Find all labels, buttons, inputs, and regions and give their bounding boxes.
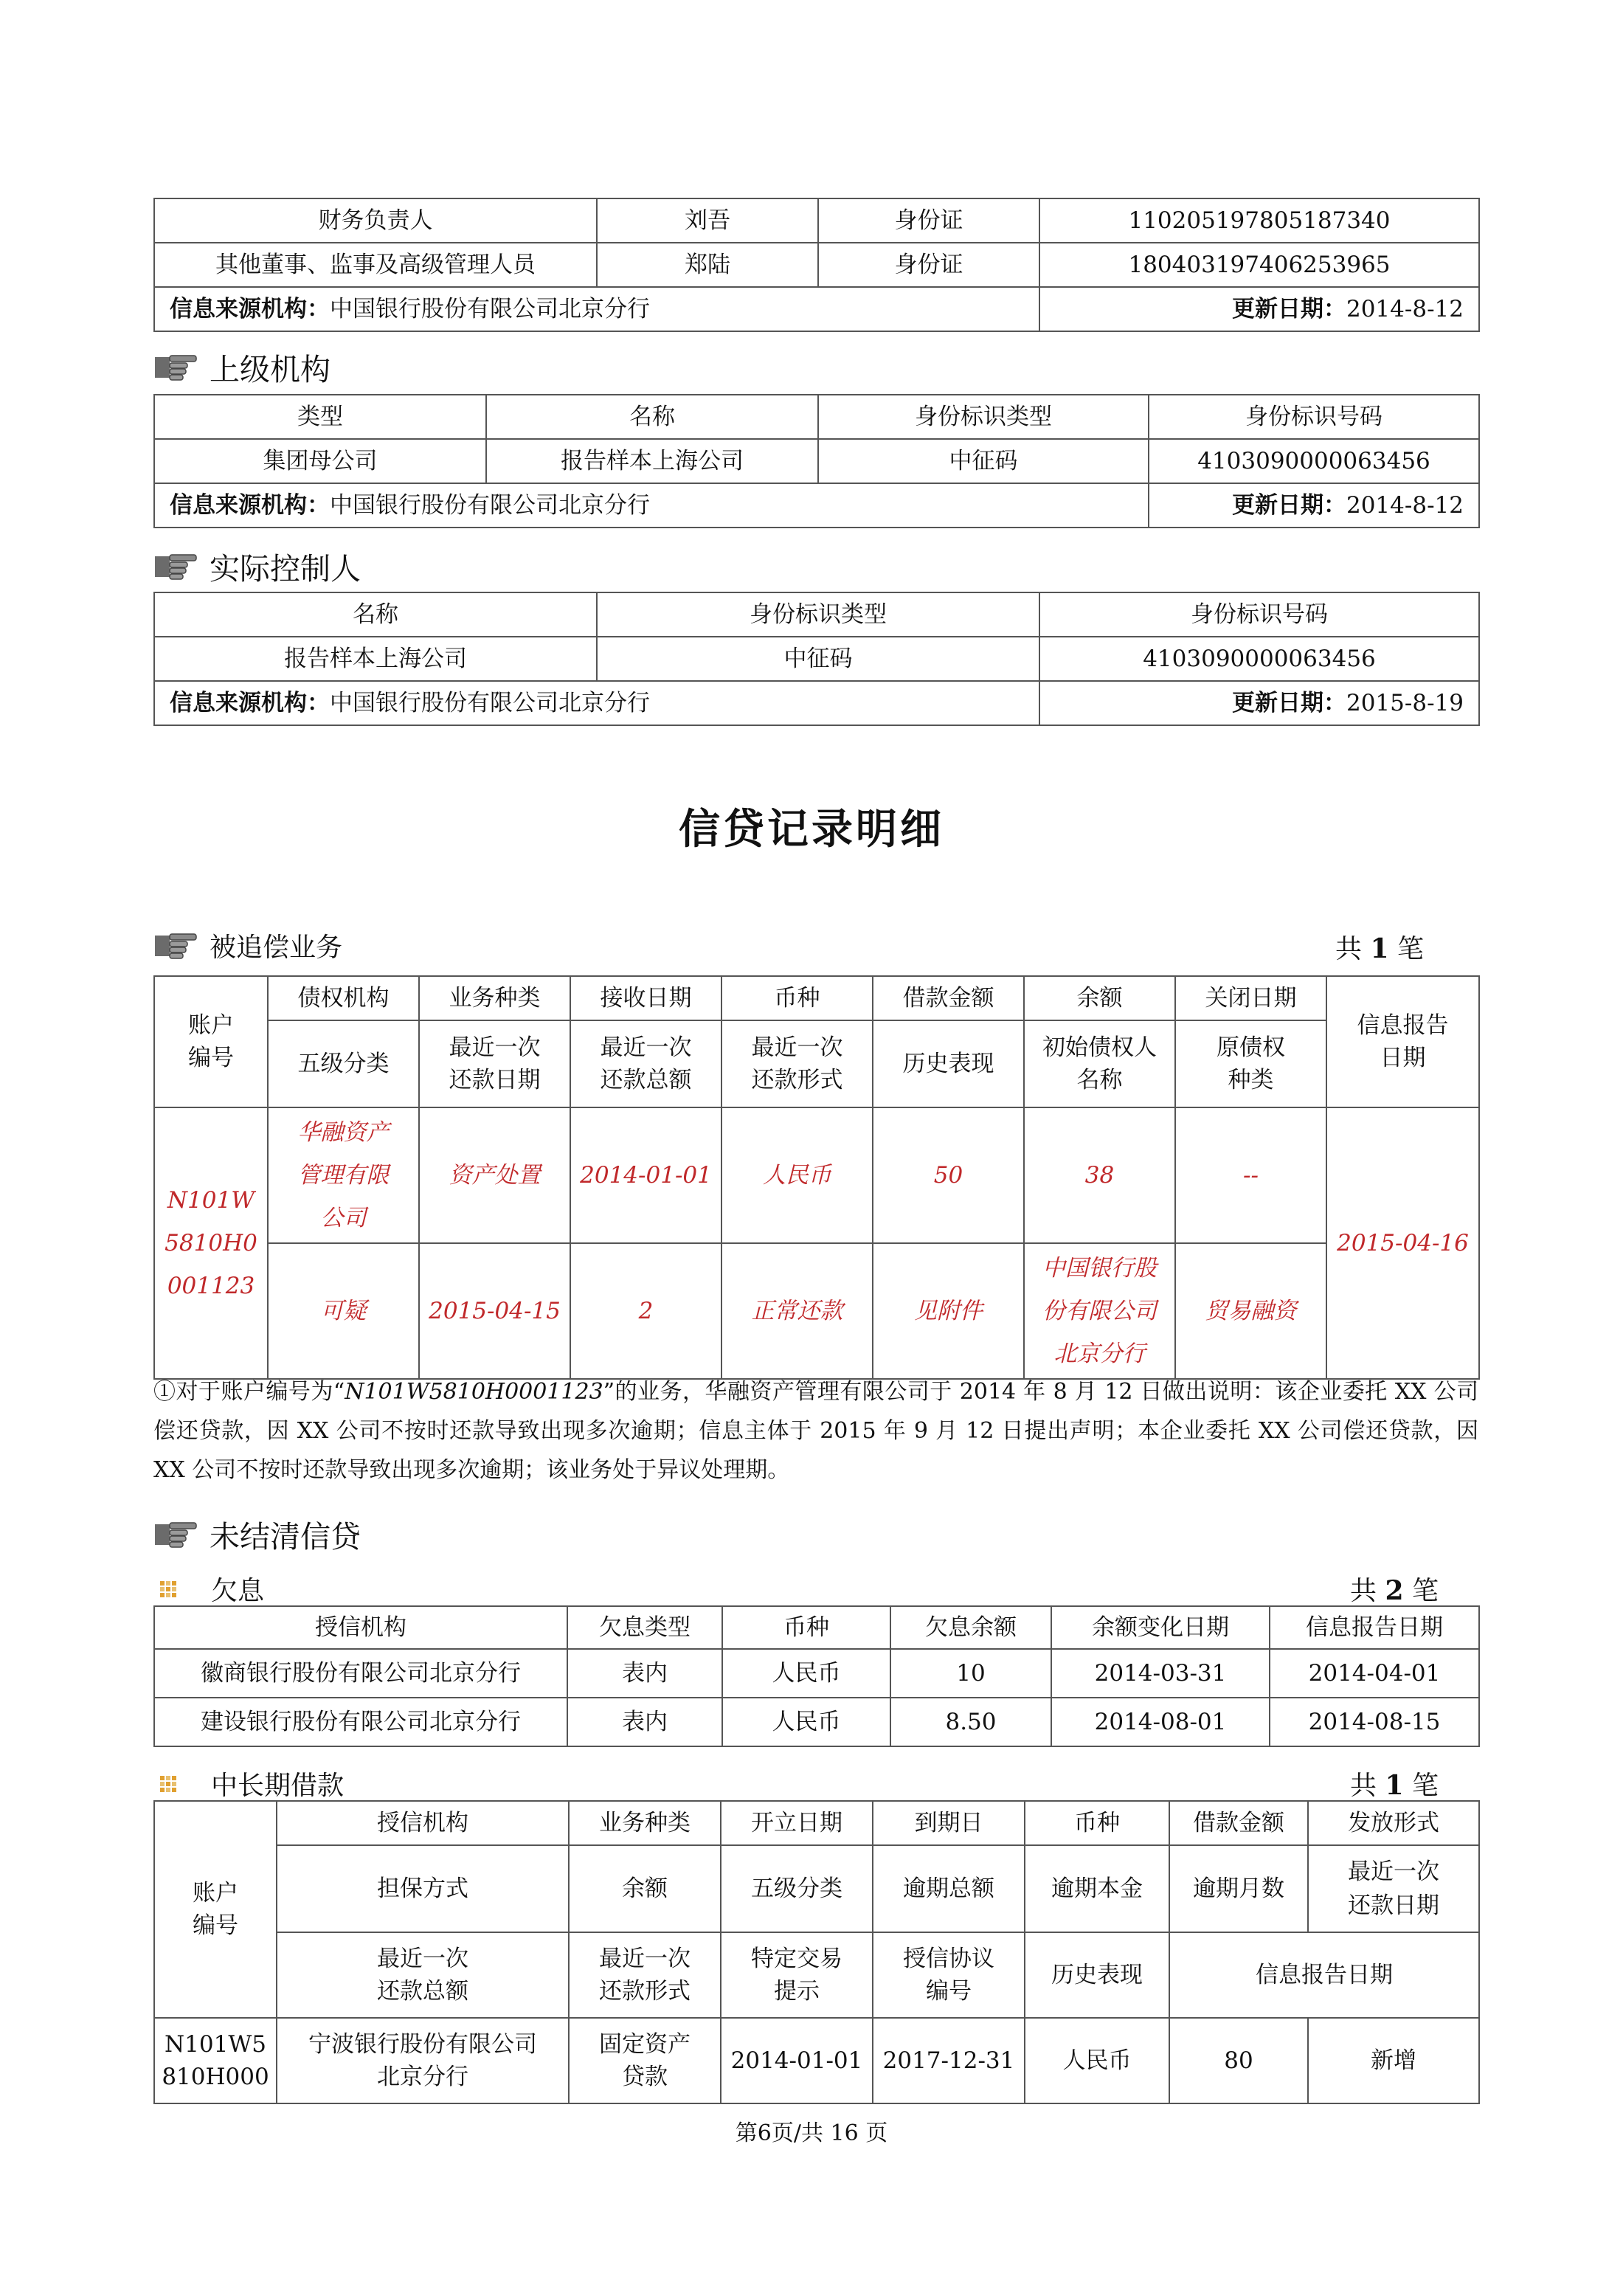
recourse-heading: [153, 927, 342, 964]
column-header: 发放形式: [1308, 1801, 1479, 1845]
pointing-hand-icon: [153, 1520, 199, 1549]
account-number: N101W 5810H0 001123: [154, 1107, 268, 1379]
info-source: 信息来源机构：中国银行股份有限公司北京分行: [154, 287, 1039, 331]
receive-date: 2014-01-01: [570, 1107, 721, 1243]
outstanding-heading: [153, 1512, 361, 1556]
report-date-header: 信息报告 日期: [1326, 976, 1479, 1107]
table-cell: 8.50: [890, 1698, 1051, 1746]
column-header: 信息报告日期: [1169, 1932, 1479, 2018]
column-header: 关闭日期: [1175, 976, 1326, 1020]
grid-bullet-icon: [159, 1775, 177, 1793]
table-row: [154, 198, 1479, 243]
section-heading-text: 实际控制人: [210, 551, 361, 587]
id-type-cell: 身份证: [818, 198, 1039, 243]
table-header: [154, 976, 1479, 1020]
balance: 38: [1024, 1107, 1175, 1243]
table-row: [154, 243, 1479, 287]
table-header: [154, 592, 1479, 637]
column-header: 最近一次 还款日期: [1308, 1845, 1479, 1932]
pointing-hand-icon: [153, 353, 199, 382]
source-row: [154, 287, 1479, 331]
column-header: 身份标识类型: [597, 592, 1039, 637]
column-header: 到期日: [873, 1801, 1025, 1845]
column-header: 历史表现: [873, 1020, 1024, 1107]
table-cell: 4103090000063456: [1039, 637, 1479, 681]
currency: 人民币: [1025, 2018, 1169, 2103]
report-date: 2015-04-16: [1326, 1107, 1479, 1379]
column-header: 授信机构: [277, 1801, 569, 1845]
table-cell: 2014-08-01: [1051, 1698, 1270, 1746]
column-header: 欠息类型: [567, 1606, 722, 1649]
table-cell: 表内: [567, 1649, 722, 1698]
column-header: 特定交易 提示: [721, 1932, 873, 2018]
table-cell: 徽商银行股份有限公司北京分行: [154, 1649, 567, 1698]
last-repay-date: 2015-04-15: [419, 1243, 570, 1379]
open-date: 2014-01-01: [721, 2018, 873, 2103]
column-header: 币种: [722, 1606, 890, 1649]
table-row: [154, 439, 1479, 483]
business-type: 资产处置: [419, 1107, 570, 1243]
page-title: 信贷记录明细: [679, 805, 944, 854]
column-header: 五级分类: [268, 1020, 419, 1107]
table-cell: 集团母公司: [154, 439, 486, 483]
column-header: 授信机构: [154, 1606, 567, 1649]
table-cell: 人民币: [722, 1649, 890, 1698]
table-cell: 表内: [567, 1698, 722, 1746]
controller-heading: [153, 544, 361, 588]
table-header: [154, 395, 1479, 439]
table-cell: 2014-04-01: [1270, 1649, 1479, 1698]
table-row: [154, 1107, 1479, 1243]
five-level-class: 可疑: [268, 1243, 419, 1379]
column-header: 历史表现: [1025, 1932, 1169, 2018]
column-header: 业务种类: [569, 1801, 721, 1845]
table-cell: 4103090000063456: [1149, 439, 1479, 483]
currency: 人民币: [721, 1107, 873, 1243]
column-header: 逾期月数: [1169, 1845, 1308, 1932]
table-row: [154, 637, 1479, 681]
source-row: [154, 681, 1479, 725]
creditor-institution: 华融资产 管理有限 公司: [268, 1107, 419, 1243]
account-header: 账户 编号: [154, 976, 268, 1107]
grid-bullet-icon: [159, 1580, 177, 1598]
subheading-text: 欠息: [211, 1576, 265, 1606]
column-header: 担保方式: [277, 1845, 569, 1932]
loan-amount: 80: [1169, 2018, 1308, 2103]
column-header: 借款金额: [873, 976, 1024, 1020]
original-creditor: 中国银行股 份有限公司 北京分行: [1024, 1243, 1175, 1379]
table-row: [154, 1649, 1479, 1698]
table-row: [154, 2018, 1479, 2103]
column-header: 身份标识号码: [1149, 395, 1479, 439]
last-repay-form: 正常还款: [721, 1243, 873, 1379]
due-date: 2017-12-31: [873, 2018, 1025, 2103]
table-row: [154, 1698, 1479, 1746]
column-header: 最近一次 还款形式: [569, 1932, 721, 2018]
loan-amount: 50: [873, 1107, 1024, 1243]
column-header: 接收日期: [570, 976, 721, 1020]
column-header: 余额变化日期: [1051, 1606, 1270, 1649]
role-cell: 财务负责人: [154, 198, 597, 243]
section-heading-text: 被追偿业务: [210, 933, 343, 963]
column-header: 最近一次 还款总额: [570, 1020, 721, 1107]
record-count: 共 1 笔: [1350, 1770, 1439, 1801]
info-source: 信息来源机构：中国银行股份有限公司北京分行: [154, 681, 1039, 725]
section-heading-text: 上级机构: [210, 352, 331, 387]
account-header: 账户 编号: [154, 1801, 277, 2018]
column-header: 开立日期: [721, 1801, 873, 1845]
table-cell: 2014-03-31: [1051, 1649, 1270, 1698]
table-cell: 报告样本上海公司: [486, 439, 818, 483]
update-date: 更新日期：2014-8-12: [1149, 483, 1479, 528]
loans-table: [153, 1800, 1480, 2104]
last-repay-total: 2: [570, 1243, 721, 1379]
record-count: 共 2 笔: [1350, 1575, 1439, 1606]
name-cell: 刘吾: [597, 198, 818, 243]
source-row: [154, 483, 1479, 528]
recourse-table: [153, 975, 1480, 1380]
id-type-cell: 身份证: [818, 243, 1039, 287]
role-cell: 其他董事、监事及高级管理人员: [154, 243, 597, 287]
column-header: 信息报告日期: [1270, 1606, 1479, 1649]
id-number-cell: 180403197406253965: [1039, 243, 1479, 287]
table-row: [154, 1243, 1479, 1379]
subheading-text: 中长期借款: [211, 1771, 345, 1801]
credit-institution: 宁波银行股份有限公司 北京分行: [277, 2018, 569, 2103]
loans-subheading: [159, 1765, 344, 1802]
update-date: 更新日期：2014-8-12: [1039, 287, 1479, 331]
section-heading-text: 未结清信贷: [210, 1519, 361, 1555]
pointing-hand-icon: [153, 931, 199, 961]
table-cell: 建设银行股份有限公司北京分行: [154, 1698, 567, 1746]
column-header: 身份标识类型: [818, 395, 1149, 439]
column-header: 逾期总额: [873, 1845, 1025, 1932]
info-source: 信息来源机构：中国银行股份有限公司北京分行: [154, 483, 1149, 528]
column-header: 名称: [154, 592, 597, 637]
column-header: 币种: [1025, 1801, 1169, 1845]
interest-table: [153, 1605, 1480, 1747]
table-cell: 报告样本上海公司: [154, 637, 597, 681]
recourse-note: ①对于账户编号为“N101W5810H0001123”的业务，华融资产管理有限公司于 2014 年 8 月 12 日做出说明：该企业委托 XX 公司偿还贷款，因 XX 公司不按时还款导致出现多次逾期；信息主体于 2015 年 9 月 12 日提出声明；本企业委托 XX 公司偿还贷款，因 XX 公司不按时还款导致出现多次逾期；该业务处于异议处理期。: [153, 1379, 1479, 1483]
column-header: 授信协议 编号: [873, 1932, 1025, 2018]
name-cell: 郑陆: [597, 243, 818, 287]
table-header: [154, 1606, 1479, 1649]
parent-org-heading: [153, 345, 331, 389]
column-header: 余额: [1024, 976, 1175, 1020]
column-header: 余额: [569, 1845, 721, 1932]
management-table: [153, 198, 1480, 332]
column-header: 最近一次 还款日期: [419, 1020, 570, 1107]
column-header: 逾期本金: [1025, 1845, 1169, 1932]
column-header: 债权机构: [268, 976, 419, 1020]
disbursement-form: 新增: [1308, 2018, 1479, 2103]
column-header: 类型: [154, 395, 486, 439]
column-header: 五级分类: [721, 1845, 873, 1932]
column-header: 初始债权人 名称: [1024, 1020, 1175, 1107]
table-cell: 中征码: [597, 637, 1039, 681]
history: 见附件: [873, 1243, 1024, 1379]
column-header: 身份标识号码: [1039, 592, 1479, 637]
column-header: 欠息余额: [890, 1606, 1051, 1649]
column-header: 原债权 种类: [1175, 1020, 1326, 1107]
business-type: 固定资产 贷款: [569, 2018, 721, 2103]
column-header: 借款金额: [1169, 1801, 1308, 1845]
column-header: 名称: [486, 395, 818, 439]
parent-org-table: [153, 394, 1480, 528]
table-cell: 2014-08-15: [1270, 1698, 1479, 1746]
table-header: [154, 1932, 1479, 2018]
page-footer: 第6页/共 16 页: [735, 2120, 888, 2146]
update-date: 更新日期：2015-8-19: [1039, 681, 1479, 725]
id-number-cell: 110205197805187340: [1039, 198, 1479, 243]
table-cell: 人民币: [722, 1698, 890, 1746]
controller-table: [153, 592, 1480, 726]
column-header: 最近一次 还款总额: [277, 1932, 569, 2018]
pointing-hand-icon: [153, 552, 199, 581]
column-header: 最近一次 还款形式: [721, 1020, 873, 1107]
table-header: [154, 1020, 1479, 1107]
column-header: 币种: [721, 976, 873, 1020]
original-type: 贸易融资: [1175, 1243, 1326, 1379]
record-count: 共 1 笔: [1335, 933, 1424, 964]
account-number: N101W5 810H000: [154, 2018, 277, 2103]
column-header: 业务种类: [419, 976, 570, 1020]
table-cell: 中征码: [818, 439, 1149, 483]
table-header: [154, 1801, 1479, 1845]
table-cell: 10: [890, 1649, 1051, 1698]
table-header: [154, 1845, 1479, 1932]
close-date: --: [1175, 1107, 1326, 1243]
interest-subheading: [159, 1570, 264, 1608]
